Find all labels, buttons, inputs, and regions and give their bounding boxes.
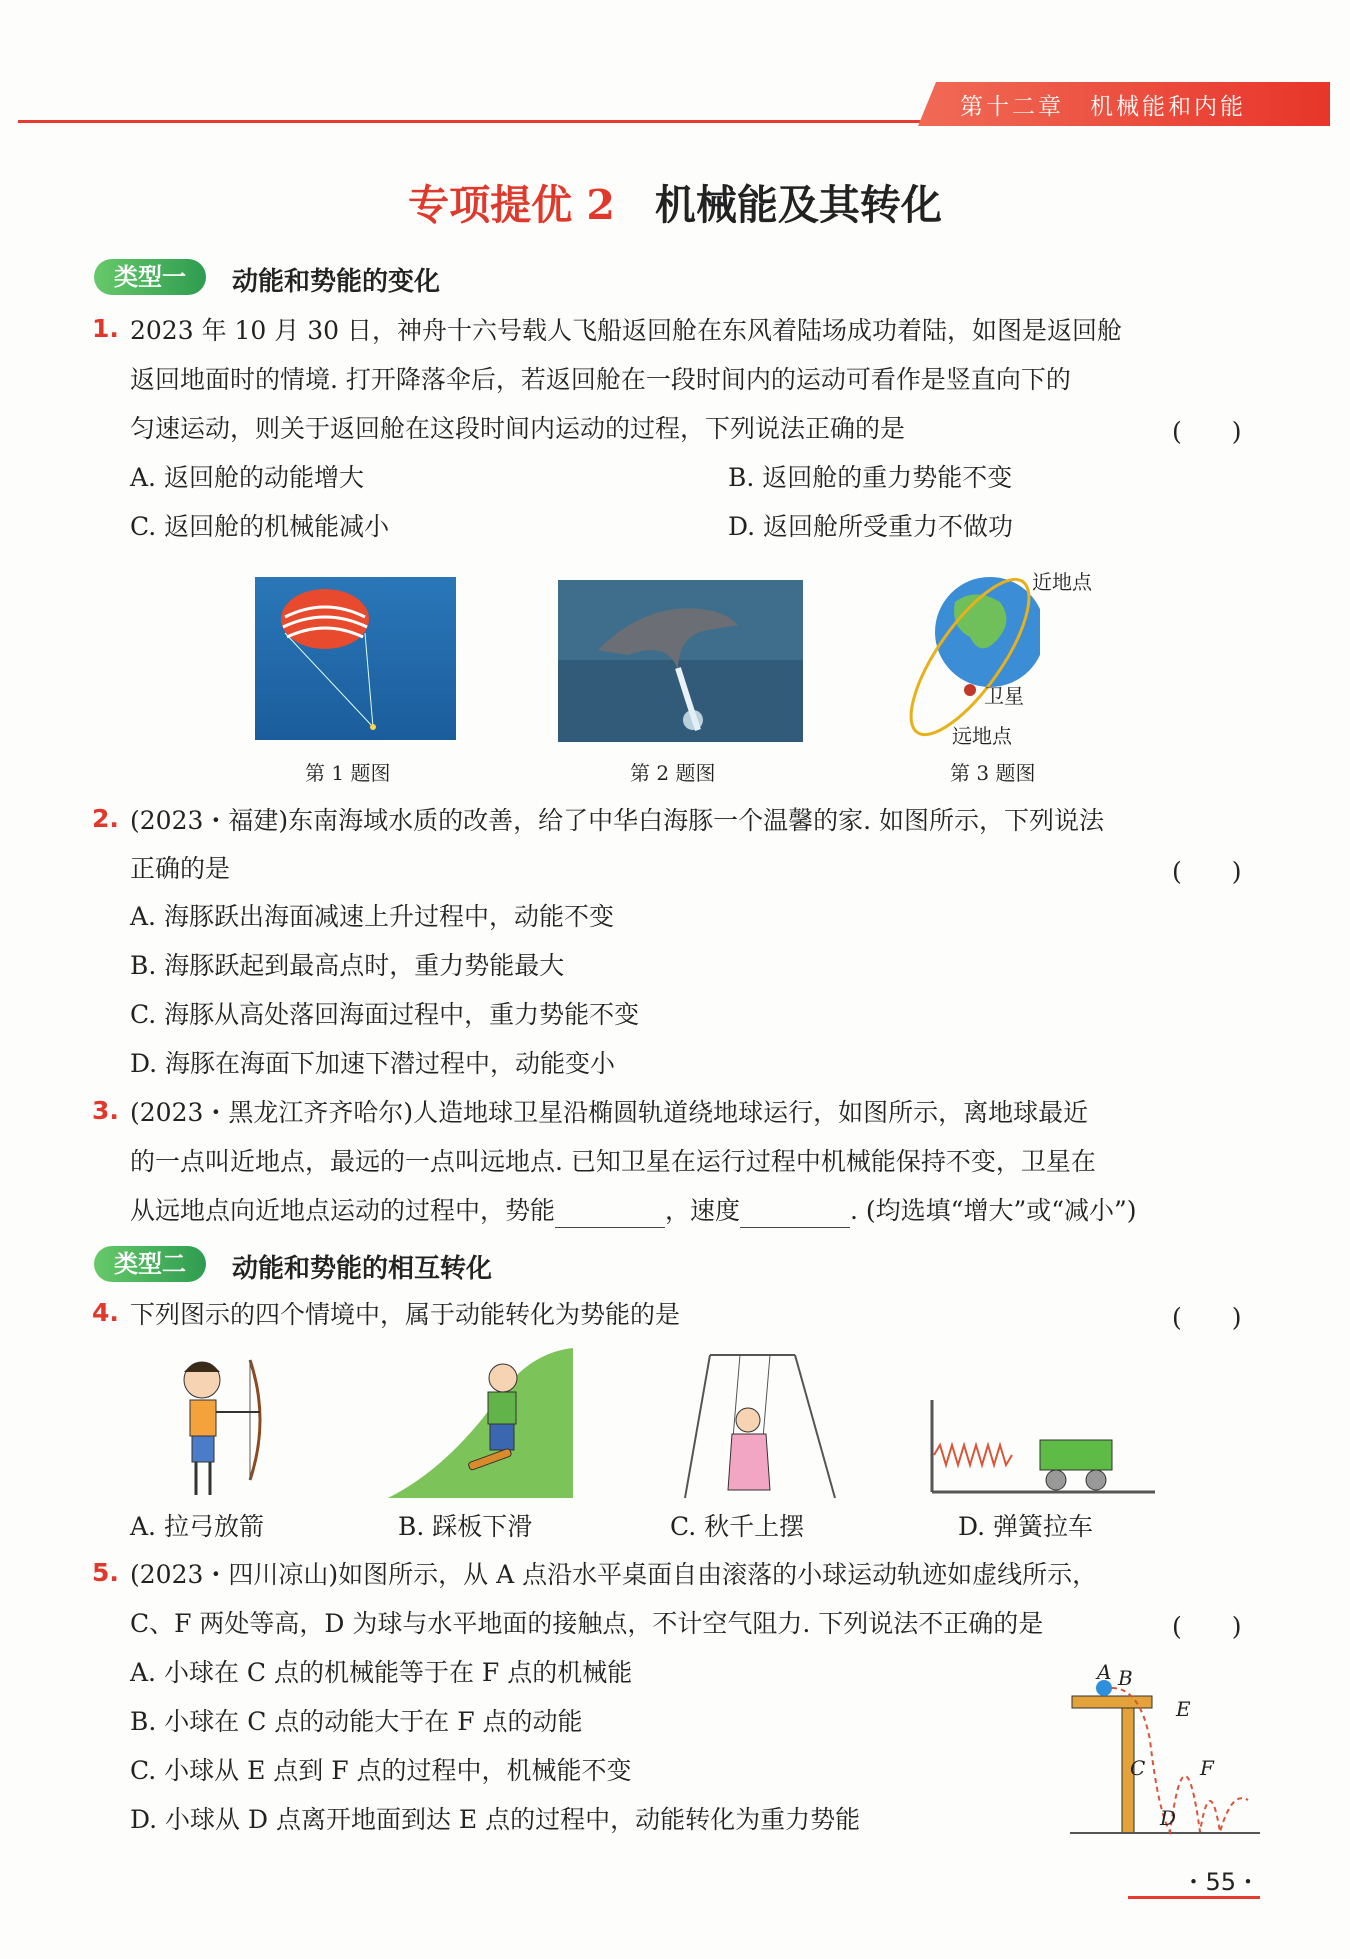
- q1-option-b[interactable]: B. 返回舱的重力势能不变: [728, 463, 1013, 492]
- q2-option-b[interactable]: B. 海豚跃起到最高点时，重力势能最大: [130, 951, 565, 980]
- type2-badge: 类型二: [94, 1246, 206, 1282]
- fig2-caption: 第 2 题图: [630, 761, 716, 785]
- title-main: 机械能及其转化: [654, 181, 942, 229]
- dolphin-image: [558, 580, 803, 742]
- q5-number: 5.: [92, 1558, 119, 1587]
- q5-option-b[interactable]: B. 小球在 C 点的动能大于在 F 点的动能: [130, 1707, 583, 1736]
- point-f-label: F: [1200, 1756, 1214, 1780]
- q4-option-c[interactable]: C. 秋千上摆: [670, 1512, 805, 1541]
- q1-line: 匀速运动，则关于返回舱在这段时间内运动的过程，下列说法正确的是: [130, 414, 906, 443]
- q4-number: 4.: [92, 1298, 119, 1327]
- q5-option-c[interactable]: C. 小球从 E 点到 F 点的过程中，机械能不变: [130, 1756, 632, 1785]
- q5-answer-paren[interactable]: ( ): [1172, 1612, 1242, 1641]
- satellite-label: 卫星: [984, 684, 1024, 708]
- q1-line: 2023 年 10 月 30 日，神舟十六号载人飞船返回舱在东风着陆场成功着陆，如图是返回舱: [130, 316, 1122, 345]
- type1-badge: 类型一: [94, 259, 206, 295]
- point-c-label: C: [1130, 1756, 1146, 1780]
- q3-text: ，速度: [665, 1196, 741, 1225]
- title-prefix: 专项提优 2: [408, 181, 615, 229]
- q5-line: C、F 两处等高，D 为球与水平地面的接触点，不计空气阻力. 下列说法不正确的是: [130, 1609, 1044, 1638]
- q3-blank-2[interactable]: [740, 1201, 850, 1228]
- q2-option-a[interactable]: A. 海豚跃出海面减速上升过程中，动能不变: [130, 902, 614, 931]
- type1-title: 动能和势能的变化: [232, 267, 441, 297]
- q1-answer-paren[interactable]: ( ): [1172, 417, 1242, 446]
- q2-line: 正确的是: [130, 854, 231, 883]
- page-number: ・55・: [1181, 1868, 1260, 1896]
- skateboard-slope-illustration: [388, 1348, 573, 1498]
- q3-blank-1[interactable]: [555, 1201, 665, 1228]
- swing-illustration: [670, 1350, 840, 1500]
- chapter-title: 第十二章 机械能和内能: [960, 94, 1246, 120]
- spring-cart-illustration: [930, 1400, 1155, 1500]
- point-e-label: E: [1176, 1697, 1191, 1721]
- q4-text: 下列图示的四个情境中，属于动能转化为势能的是: [130, 1300, 681, 1329]
- q4-option-b[interactable]: B. 踩板下滑: [398, 1512, 533, 1541]
- q1-option-c[interactable]: C. 返回舱的机械能减小: [130, 512, 390, 541]
- q1-line: 返回地面时的情境. 打开降落伞后，若返回舱在一段时间内的运动可看作是竖直向下的: [130, 365, 1071, 394]
- q2-number: 2.: [92, 804, 119, 833]
- page-title: [0, 172, 1350, 231]
- q3-line: (2023・黑龙江齐齐哈尔)人造地球卫星沿椭圆轨道绕地球运行，如图所示，离地球最近: [130, 1098, 1089, 1127]
- page-number-rule: [1128, 1896, 1260, 1899]
- q1-option-a[interactable]: A. 返回舱的动能增大: [130, 463, 364, 492]
- perigee-label: 近地点: [1032, 570, 1092, 594]
- archer-illustration: [160, 1350, 270, 1500]
- q4-option-d[interactable]: D. 弹簧拉车: [958, 1512, 1094, 1541]
- apogee-label: 远地点: [952, 724, 1012, 748]
- q4-answer-paren[interactable]: ( ): [1172, 1303, 1242, 1332]
- q4-option-a[interactable]: A. 拉弓放箭: [130, 1512, 264, 1541]
- type2-title: 动能和势能的相互转化: [232, 1254, 493, 1284]
- q3-text: . (均选填“增大”或“减小”): [850, 1196, 1137, 1225]
- fig1-caption: 第 1 题图: [305, 761, 391, 785]
- q3-line3: [130, 1194, 1137, 1228]
- parachute-image: [255, 577, 456, 740]
- q1-number: 1.: [92, 314, 119, 343]
- q1-option-d[interactable]: D. 返回舱所受重力不做功: [728, 512, 1014, 541]
- q5-option-d[interactable]: D. 小球从 D 点离开地面到达 E 点的过程中，动能转化为重力势能: [130, 1805, 861, 1834]
- q3-number: 3.: [92, 1096, 119, 1125]
- q2-option-d[interactable]: D. 海豚在海面下加速下潜过程中，动能变小: [130, 1049, 616, 1078]
- point-d-label: D: [1160, 1806, 1177, 1830]
- q2-line: (2023・福建)东南海域水质的改善，给了中华白海豚一个温馨的家. 如图所示，下列说法: [130, 806, 1105, 835]
- q3-text: 从远地点向近地点运动的过程中，势能: [130, 1196, 556, 1225]
- fig3-caption: 第 3 题图: [950, 761, 1036, 785]
- q5-option-a[interactable]: A. 小球在 C 点的机械能等于在 F 点的机械能: [130, 1658, 633, 1687]
- q3-line: 的一点叫近地点，最远的一点叫远地点. 已知卫星在运行过程中机械能保持不变，卫星在: [130, 1147, 1096, 1176]
- q2-option-c[interactable]: C. 海豚从高处落回海面过程中，重力势能不变: [130, 1000, 640, 1029]
- point-a-label: A: [1097, 1660, 1112, 1684]
- q5-line: (2023・四川凉山)如图所示，从 A 点沿水平桌面自由滚落的小球运动轨迹如虚线所示，: [130, 1560, 1098, 1589]
- point-b-label: B: [1118, 1666, 1133, 1690]
- q2-answer-paren[interactable]: ( ): [1172, 857, 1242, 886]
